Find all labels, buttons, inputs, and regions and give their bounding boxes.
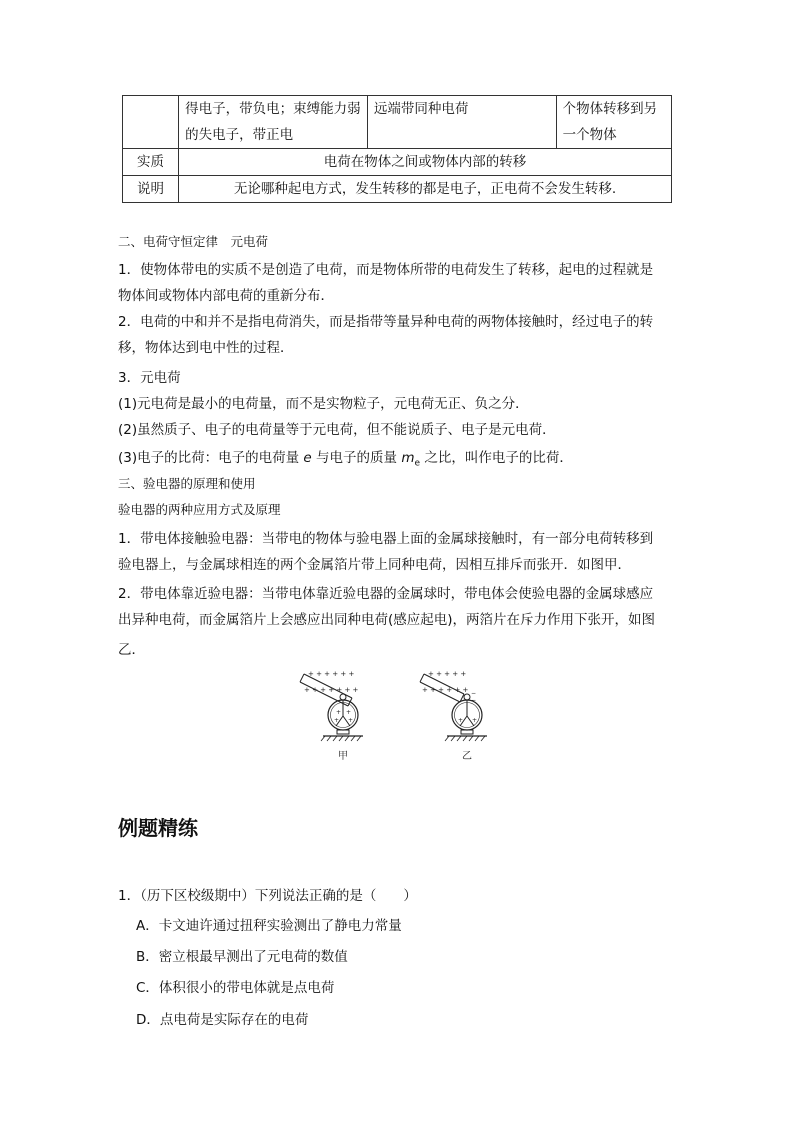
option-b: B．密立根最早测出了元电荷的数值 <box>136 949 348 965</box>
table-cell: 无论哪种起电方式，发生转移的都是电子，正电荷不会发生转移. <box>179 176 672 203</box>
table-row <box>123 96 672 149</box>
electroscope-jia <box>300 670 363 762</box>
option-c: C．体积很小的带电体就是点电荷 <box>136 980 335 996</box>
symbol-e: e <box>303 450 312 466</box>
svg-text:+: + <box>346 709 352 716</box>
symbol-m: m <box>401 450 415 466</box>
paragraph-line: 1．带电体接触验电器：当带电的物体与验电器上面的金属球接触时，有一部分电荷转移到 <box>118 531 654 547</box>
svg-text:+: + <box>348 717 354 724</box>
section-heading: 三、验电器的原理和使用 <box>118 476 256 491</box>
option-d: D．点电荷是实际存在的电荷 <box>136 1012 309 1028</box>
table-cell: 电荷在物体之间或物体内部的转移 <box>179 149 672 176</box>
paragraph-line: (2)虽然质子、电子的电荷量等于元电荷，但不能说质子、电子是元电荷． <box>118 422 556 438</box>
paragraph-line: 3．元电荷 <box>118 370 181 386</box>
subheading: 验电器的两种应用方式及原理 <box>118 502 281 517</box>
svg-text:−: − <box>471 690 477 697</box>
figure-label-yi: 乙 <box>462 751 472 762</box>
table-row-label: 实质 <box>123 149 179 176</box>
table-row <box>123 149 672 176</box>
electroscope-yi <box>420 670 487 762</box>
table-cell <box>123 96 179 149</box>
table-row-label: 说明 <box>123 176 179 203</box>
paragraph-line: 2．电荷的中和并不是指电荷消失，而是指带等量异种电荷的两物体接触时，经过电子的转 <box>118 314 654 330</box>
paragraph-line: 乙． <box>118 642 145 658</box>
svg-text:+ + + + +: + + + + + <box>428 670 467 678</box>
table-cell: 远端带同种电荷 <box>367 96 556 149</box>
text-span: 之比，叫作电子的比荷． <box>424 450 573 466</box>
paragraph-line: 验电器上，与金属球相连的两个金属箔片带上同种电荷，因相互排斥而张开．如图甲． <box>118 557 631 573</box>
figure-label-jia: 甲 <box>338 751 348 762</box>
paragraph-line <box>118 446 573 469</box>
svg-text:−: − <box>471 697 477 704</box>
charging-methods-table <box>122 95 672 203</box>
svg-text:+: + <box>336 709 342 716</box>
paragraph-line: 移，物体达到电中性的过程． <box>118 340 294 356</box>
examples-heading: 例题精练 <box>118 816 198 840</box>
paragraph-line: 2．带电体靠近验电器：当带电体靠近验电器的金属球时，带电体会使验电器的金属球感应 <box>118 586 654 602</box>
option-a: A．卡文迪许通过扭秤实验测出了静电力常量 <box>136 918 402 934</box>
table-cell: 个物体转移到另一个物体 <box>556 96 671 149</box>
text-span: 与电子的质量 <box>316 450 398 466</box>
table-cell: 得电子，带负电；束缚能力弱的失电子，带正电 <box>179 96 368 149</box>
svg-text:+: + <box>334 717 340 724</box>
text-span: (3)电子的比荷：电子的电荷量 <box>118 450 300 466</box>
section-heading: 二、电荷守恒定律 元电荷 <box>118 234 269 249</box>
svg-text:+: + <box>472 717 478 724</box>
svg-text:+: + <box>458 717 464 724</box>
paragraph-line: 1．使物体带电的实质不是创造了电荷，而是物体所带的电荷发生了转移，起电的过程就是 <box>118 262 654 278</box>
question-1: 1．（历下区校级期中）下列说法正确的是（ ） <box>118 888 417 904</box>
paragraph-line: 物体间或物体内部电荷的重新分布． <box>118 288 334 304</box>
table-row <box>123 176 672 203</box>
subscript-e: e <box>414 458 421 469</box>
svg-text:+ + + + + + +: + + + + + + + <box>304 686 359 694</box>
paragraph-line: 出异种电荷，而金属箔片上会感应出同种电荷(感应起电)，两箔片在斥力作用下张开，如图 <box>118 612 656 628</box>
electroscope-figure <box>290 664 510 768</box>
svg-text:+ + + + + +: + + + + + + <box>422 686 469 694</box>
svg-text:+ + + + + +: + + + + + + <box>308 670 355 678</box>
paragraph-line: (1)元电荷是最小的电荷量，而不是实物粒子，元电荷无正、负之分． <box>118 396 529 412</box>
